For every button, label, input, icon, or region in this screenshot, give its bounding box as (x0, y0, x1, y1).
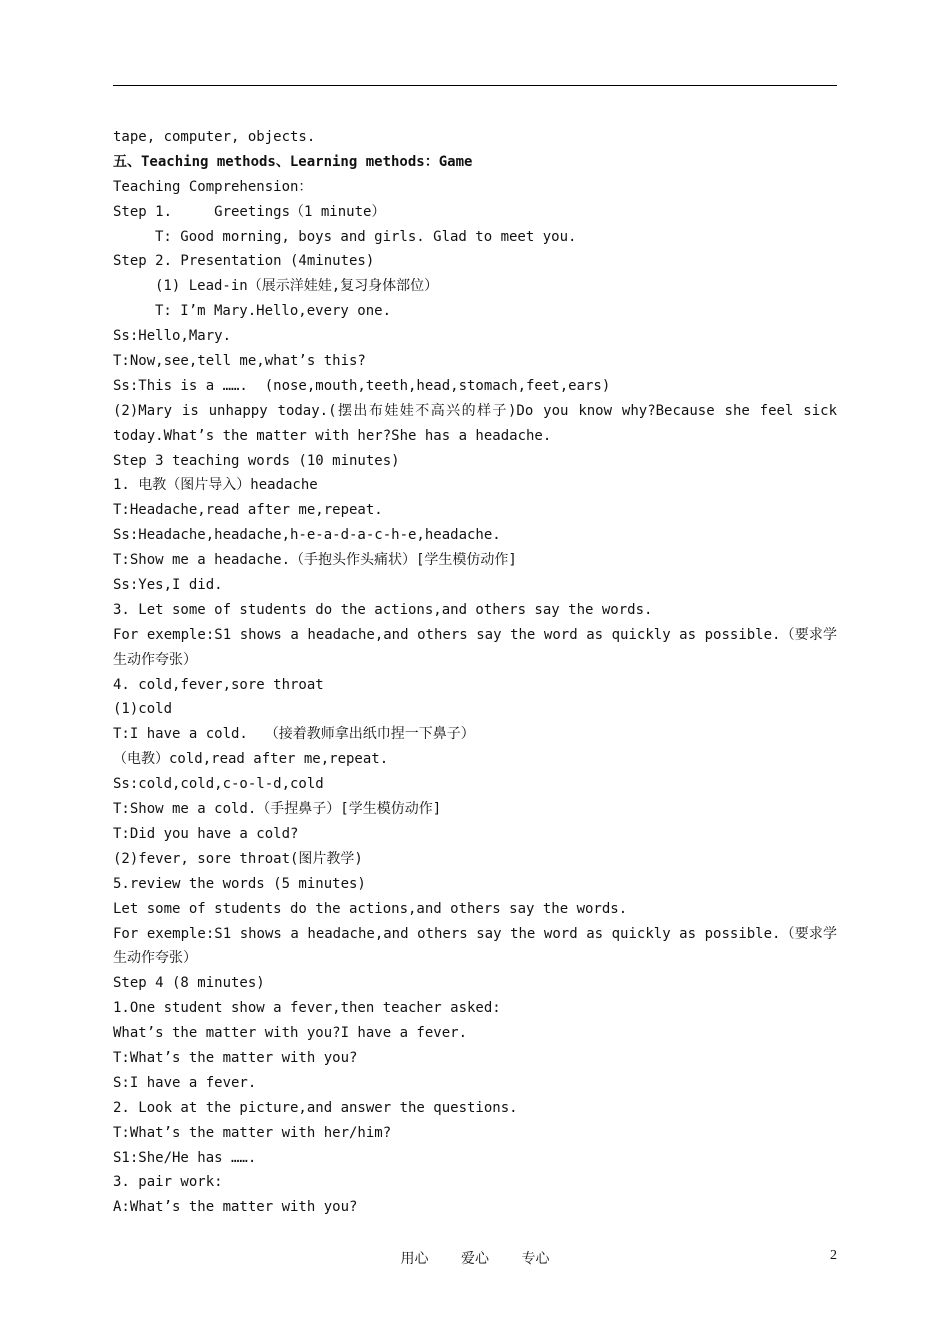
text-line: T:Did you have a cold? (113, 825, 299, 842)
document-body (113, 125, 837, 1220)
text-line: （电教）cold,read after me,repeat. (113, 751, 389, 768)
page-number: 2 (830, 1248, 837, 1263)
text-line: 生动作夸张） (113, 950, 197, 967)
text-line: T:Now,see,tell me,what’s this? (113, 353, 366, 370)
text-line: Ss:Hello,Mary. (113, 328, 232, 345)
text-line: Let some of students do the actions,and others say the words. (113, 900, 628, 917)
text-line: (2)fever, sore throat(图片教学) (113, 850, 363, 867)
text-line: Ss:Yes,I did. (113, 577, 223, 594)
text-line: today.What’s the matter with her?She has a headache. (113, 427, 552, 444)
text-line: 五、Teaching methods、Learning methods：Game (113, 153, 473, 170)
text-line: Step 3 teaching words (10 minutes) (113, 452, 400, 469)
text-line: For exemple:S1 shows a headache,and others say the word as quickly as possible.（要求学 (113, 925, 837, 942)
text-line: 3. Let some of students do the actions,and others say the words. (113, 601, 653, 618)
text-line: T: Good morning, boys and girls. Glad to meet you. (155, 228, 577, 245)
text-line: T:What’s the matter with you? (113, 1049, 358, 1066)
text-line: Teaching Comprehension： (113, 178, 313, 195)
footer-word: 用心 (400, 1251, 429, 1267)
text-line: T:Show me a headache.（手抱头作头痛状）[学生模仿动作] (113, 552, 517, 569)
text-line: S1:She/He has ……. (113, 1149, 282, 1166)
text-line: 2. Look at the picture,and answer the questions. (113, 1099, 518, 1116)
text-line: 4. cold,fever,sore throat (113, 676, 324, 693)
text-line: T:I have a cold. （接着教师拿出纸巾捏一下鼻子） (113, 726, 475, 743)
text-line: Ss:This is a ……. (nose,mouth,teeth,head,stomach,feet,ears) (113, 377, 611, 394)
text-line: (1) Lead-in（展示洋娃娃,复习身体部位） (155, 278, 439, 295)
text-line: For exemple:S1 shows a headache,and others say the word as quickly as possible.（要求学 (113, 626, 837, 643)
text-line: T:What’s the matter with her/him? (113, 1124, 392, 1141)
text-line: 5.review the words (5 minutes) (113, 875, 366, 892)
text-line: Step 1. Greetings（1 minute） (113, 203, 386, 220)
footer-word: 爱心 (461, 1251, 489, 1267)
text-line: 1.One student show a fever,then teacher asked: (113, 1000, 501, 1017)
text-line: A:What’s the matter with you? (113, 1199, 358, 1216)
text-line: S:I have a fever. (113, 1074, 257, 1091)
text-line: Step 4 (8 minutes) (113, 975, 265, 992)
text-line: 1. 电教（图片导入）headache (113, 477, 318, 494)
text-line: 生动作夸张） (113, 651, 197, 668)
text-line: T: I’m Mary.Hello,every one. (155, 303, 392, 320)
footer-word: 专心 (521, 1251, 550, 1267)
header-rule (113, 85, 837, 86)
text-line: (1)cold (113, 701, 173, 718)
footer-motto (0, 1248, 950, 1268)
text-line: 3. pair work: (113, 1174, 223, 1191)
text-line: T:Headache,read after me,repeat. (113, 502, 383, 519)
text-line: Ss:Headache,headache,h-e-a-d-a-c-h-e,headache. (113, 527, 501, 544)
text-line: T:Show me a cold.（手捏鼻子）[学生模仿动作] (113, 801, 442, 818)
text-line: Step 2. Presentation (4minutes) (113, 253, 375, 270)
text-line: Ss:cold,cold,c-o-l-d,cold (113, 776, 324, 793)
text-line: (2)Mary is unhappy today.(摆出布娃娃不高兴的样子)Do you know why?Because she feel sick (113, 402, 837, 419)
text-line: tape, computer, objects. (113, 129, 316, 145)
text-line: What’s the matter with you?I have a fever. (113, 1025, 468, 1042)
